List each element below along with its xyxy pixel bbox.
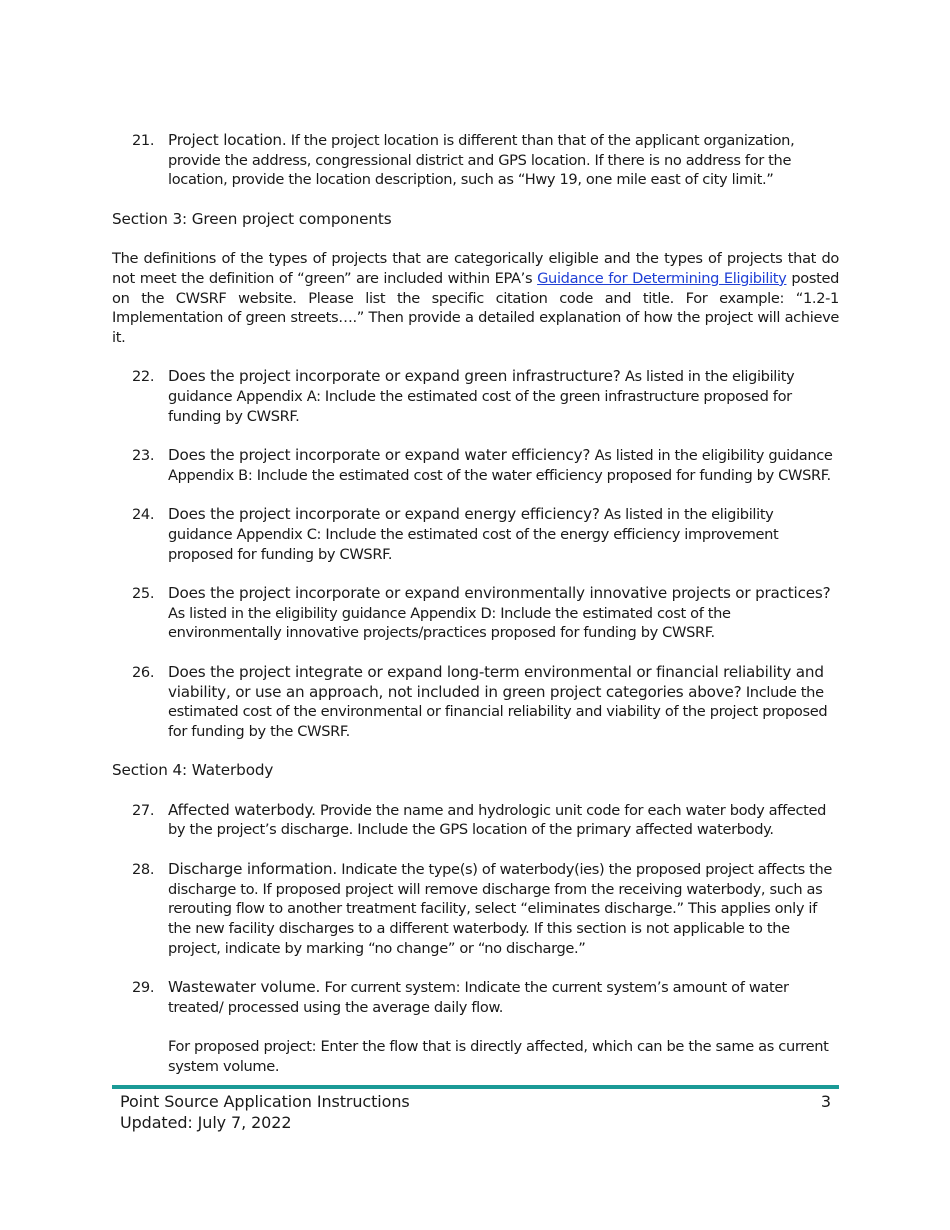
list-item-23 xyxy=(112,446,839,485)
item-lead: Affected waterbody. xyxy=(168,800,316,819)
list-item-29 xyxy=(112,978,839,1077)
item-text: As listed in the eligibility guidance Appendix D: Include the estimated cost of the environmentally innovative projects/practices proposed for funding by CWSRF. xyxy=(168,604,731,642)
page-footer xyxy=(120,1091,831,1133)
item-number: 21. xyxy=(132,132,155,149)
item-number: 25. xyxy=(132,585,155,603)
item-text: As listed in the eligibility guidance Appendix A: Include the estimated cost of the green infrastructure proposed for funding by CWSRF. xyxy=(168,368,795,425)
page-content xyxy=(112,131,839,1096)
item-lead: Does the project incorporate or expand water efficiency? xyxy=(168,446,591,465)
section-3-heading: Section 3: Green project components xyxy=(112,209,392,228)
item-number: 24. xyxy=(132,506,155,524)
footer-divider xyxy=(112,1085,839,1089)
item-text: Include the estimated cost of the environmental or financial reliability and viability of the project proposed for funding by the CWSRF. xyxy=(168,683,828,740)
section-4-heading: Section 4: Waterbody xyxy=(112,761,274,780)
list-item-25 xyxy=(112,584,839,643)
item-text: If the project location is different than that of the applicant organization, provide the address, congressional district and GPS location. If there is no address for the location, provide the location description, such as “Hwy 19, one mile east of city limit.” xyxy=(168,132,795,189)
item-number: 27. xyxy=(132,801,155,819)
list-item-21 xyxy=(112,131,839,190)
item-text: For current system: Indicate the current system’s amount of water treated/ processed using the average daily flow. xyxy=(168,979,789,1016)
list-item-22 xyxy=(112,367,839,426)
item-text-proposed: For proposed project: Enter the flow that is directly affected, which can be the same as current system volume. xyxy=(168,1038,829,1075)
footer-updated-date: Updated: July 7, 2022 xyxy=(120,1113,292,1132)
eligibility-guidance-link[interactable]: Guidance for Determining Eligibility xyxy=(537,269,787,287)
item-number: 23. xyxy=(132,447,155,465)
section-3-intro: The definitions of the types of projects that are categorically eligible and the types of projects that do not meet the definition of “green” are included within EPA’s Guidance for Determining Eligibility posted on the CWSRF website. Please list the specific citation code and title. For example: “1.2-1 Implementation of green streets….” Then provide a detailed explanation of how the project will achieve it. xyxy=(112,250,839,346)
item-text: As listed in the eligibility guidance Appendix B: Include the estimated cost of the water efficiency proposed for funding by CWSRF. xyxy=(168,447,833,484)
item-text: As listed in the eligibility guidance Appendix C: Include the estimated cost of the energy efficiency improvement proposed for funding by CWSRF. xyxy=(168,506,779,563)
item-number: 26. xyxy=(132,663,155,681)
item-lead: Does the project incorporate or expand green infrastructure? xyxy=(168,367,621,386)
item-number: 29. xyxy=(132,979,155,997)
list-item-27 xyxy=(112,801,839,840)
item-lead: Does the project integrate or expand long-term environmental or financial reliability and viability, or use an approach, not included in green project categories above? xyxy=(168,662,824,701)
page-number: 3 xyxy=(820,1092,831,1111)
list-item-28 xyxy=(112,860,839,959)
item-lead: Wastewater volume. xyxy=(168,978,321,997)
item-lead: Project location. xyxy=(168,131,287,149)
list-item-26 xyxy=(112,663,839,742)
item-text: Provide the name and hydrologic unit code for each water body affected by the project’s discharge. Include the GPS location of the primary affected waterbody. xyxy=(168,801,827,839)
item-number: 22. xyxy=(132,368,155,386)
item-lead: Does the project incorporate or expand energy efficiency? xyxy=(168,505,600,524)
item-lead: Discharge information. xyxy=(168,859,337,878)
footer-title: Point Source Application Instructions xyxy=(120,1092,410,1111)
item-text: Indicate the type(s) of waterbody(ies) the proposed project affects the discharge to. If proposed project will remove discharge from the receiving waterbody, such as rerouting flow to another treatment facility, select “eliminates discharge.” This applies only if the new facility discharges to a different waterbody. If this section is not applicable to the project, indicate by marking “no change” or “no discharge.” xyxy=(168,860,833,957)
item-number: 28. xyxy=(132,860,155,878)
item-lead: Does the project incorporate or expand environmentally innovative projects or practices? xyxy=(168,584,831,603)
list-item-24 xyxy=(112,505,839,564)
